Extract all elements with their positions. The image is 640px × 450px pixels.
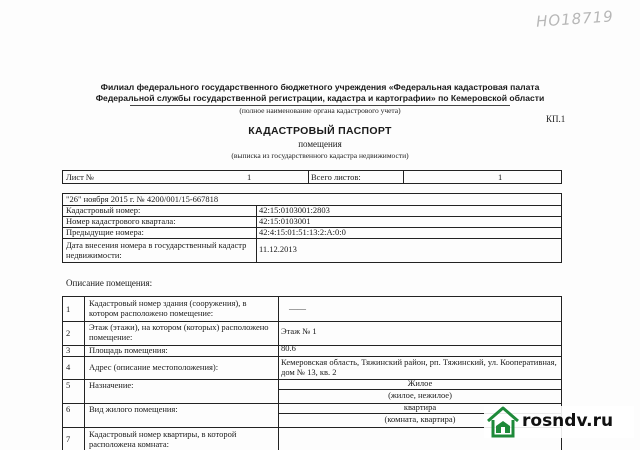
table-row [63,379,561,404]
cell-divider [403,171,404,183]
sheet-value: 1 [247,172,252,182]
row-number: 2 [66,328,71,338]
building-cadastral-label: Кадастровый номер здания (сооружения), в котором расположено помещение: [89,298,247,318]
total-sheets-label: Всего листов: [311,172,361,182]
area-label: Площадь помещения: [89,345,168,355]
row-number: 3 [66,345,71,355]
row-number: 4 [66,362,71,372]
cell-divider [308,171,309,183]
purpose-value: Жилое [407,378,433,388]
handwritten-number: НО18719 [535,7,615,31]
table-row [63,356,561,380]
registration-info-table [62,193,562,263]
date-number-line: "26" ноября 2015 г. № 4200/001/15-667818 [66,194,219,204]
document-subtitle: помещения [298,139,342,149]
address-value: Кемеровская область, Тяжинский район, рп. Тяжинский, ул. Кооперативная, дом № 13, кв. 2 [281,357,557,377]
registration-date-label: Дата внесения номера в государственный кадастр недвижимости: [66,240,247,260]
address-label: Адрес (описание местоположения): [89,362,219,372]
watermark-text: rosndv.ru [522,411,614,431]
dwelling-type-hint: (комната, квартира) [384,414,456,424]
cadastral-quarter-label: Номер кадастрового квартала: [66,216,176,226]
description-heading: Описание помещения: [66,278,153,288]
table-row [63,321,561,346]
floor-value: Этаж № 1 [281,326,317,336]
document-title: КАДАСТРОВЫЙ ПАСПОРТ [248,125,392,137]
organization-caption: (полное наименование органа кадастрового учета) [239,106,401,115]
row-number: 7 [66,434,71,444]
cadastral-quarter-value: 42:15:0103001 [259,216,311,226]
sheet-info-table [62,170,562,184]
house-icon [486,406,520,443]
dwelling-type-value: квартира [403,402,437,412]
extract-note: (выписка из государственного кадастра недвижимости) [231,151,409,160]
row-number: 1 [66,304,71,314]
table-row [63,238,561,263]
dwelling-type-label: Вид жилого помещения: [89,404,178,414]
previous-numbers-value: 42:4:15:01:51:13:2:А:0:0 [259,227,346,237]
organization-name-line1: Филиал федерального государственного бюджетного учреждения «Федеральная кадастровая палата [100,82,540,92]
table-row [63,297,561,322]
area-value: 80.6 [281,343,296,353]
apartment-cadastral-label: Кадастровый номер квартиры, в которой расположена комната: [89,429,237,449]
registration-date-value: 11.12.2013 [259,244,297,254]
total-sheets-value: 1 [498,172,503,182]
row-number: 5 [66,380,71,390]
building-cadastral-value: —— [289,303,306,313]
cadastral-number-label: Кадастровый номер: [66,205,141,215]
sheet-label: Лист № [66,172,95,182]
floor-label: Этаж (этажи), на котором (которых) расположено помещение: [89,322,269,342]
organization-name-line2: Федеральной службы государственной регистрации, кадастра и картографии» по Кемеровской области [95,93,545,103]
site-watermark [484,406,634,438]
row-number: 6 [66,404,71,414]
cadastral-number-value: 42:15:0103001:2803 [259,205,330,215]
purpose-label: Назначение: [89,380,134,390]
previous-numbers-label: Предыдущие номера: [66,227,144,237]
column-divider [256,205,257,262]
purpose-hint: (жилое, нежилое) [388,390,452,400]
form-code: КП.1 [546,114,566,124]
